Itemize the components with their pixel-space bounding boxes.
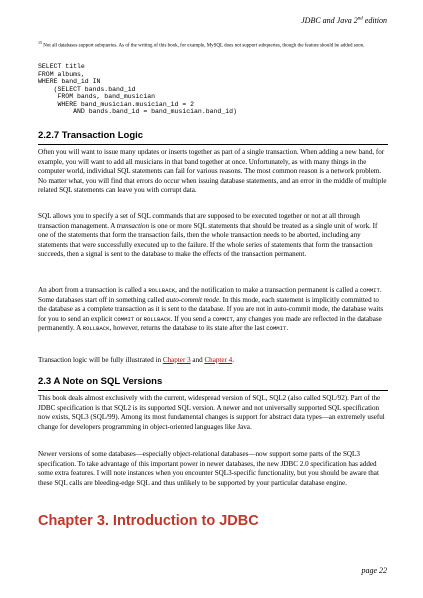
link-chapter-3[interactable]: Chapter 3	[162, 356, 191, 364]
code-line: FROM bands, band_musician	[38, 93, 156, 100]
code-keyword-commit: COMMIT	[114, 315, 135, 323]
text-run: Transaction logic will be fully illustrated in	[38, 356, 163, 364]
code-keyword-rollback: ROLLBACK	[143, 315, 171, 323]
footnote-text: Not all databases support subqueries. As of the writing of this book, for example, MySQL does not support subqueries, though the feature should be added soon.	[43, 43, 365, 49]
page-number: page 22	[361, 566, 387, 575]
text-run: . In this mode, each statement is implicitly committed to the database as a complete transaction as it is sent to the database. If you are not in auto-commit mode, the database waits for you to send an explicit	[38, 295, 384, 323]
code-keyword-commit: COMMIT	[359, 287, 380, 294]
text-run: An abort from a transaction is called a	[38, 286, 149, 294]
text-run: , however, returns the database to its state after the last	[109, 324, 267, 332]
section-heading-sql-versions: 2.3 A Note on SQL Versions	[38, 376, 163, 387]
paragraph	[38, 356, 388, 366]
text-run: is one or more SQL statements that should be treated as a single unit of work. If one of the statements that form the transaction fails, then the whole transaction needs to be aborted, including any statements that were successfully executed up to the failure. If the whole series of statements that form the transaction succeeds, then a signal is sent to the database to make the effects of the transaction permanent.	[38, 221, 378, 258]
text-run: , any changes you made are reflected in the database permanently. A	[38, 314, 382, 332]
paragraph	[38, 286, 388, 334]
code-block	[38, 63, 388, 116]
paragraph: This book deals almost exclusively with the current, widespread version of SQL, SQL2 (also called SQL/92). Part of the JDBC specification is that SQL2 is its supported SQL version. A newer and not universally supported SQL specification now exists, SQL3 (SQL/99). Among its most fundamental changes is support for abstract data types—an extremely useful change for developers programming in object-oriented languages like Java.	[38, 394, 385, 431]
text-run: . If you send a	[170, 314, 213, 323]
text-run: SQL allows you to specify a set of SQL commands that are supposed to be executed together or not at all through transaction management. A	[38, 212, 360, 230]
term-auto-commit-mode: auto-commit mode	[166, 295, 220, 304]
text-run: , and the notification to make a transaction permanent is called a	[175, 286, 360, 294]
code-keyword-rollback: ROLLBACK	[148, 287, 176, 294]
heading-rule	[38, 390, 388, 391]
header-title-tail: edition	[362, 16, 387, 25]
code-line: SELECT title	[38, 63, 85, 70]
code-keyword-commit: COMMIT	[212, 315, 233, 323]
code-line: FROM albums,	[38, 70, 85, 78]
code-line: AND bands.band_id = band_musician.band_id)	[38, 108, 237, 115]
code-keyword-rollback: ROLLBACK	[82, 325, 110, 332]
link-chapter-4[interactable]: Chapter 4	[204, 356, 233, 364]
text-run: and	[190, 356, 205, 364]
text-run: .	[286, 324, 289, 332]
code-line: WHERE band_id IN	[38, 78, 101, 85]
code-keyword-commit: COMMIT	[266, 325, 287, 332]
text-run: .	[232, 356, 234, 364]
header-superscript: nd	[357, 16, 363, 22]
paragraph: Often you will want to issue many updates or inserts together as part of a single transaction. When adding a new band, for example, you will want to add all musicians in that band together at once. Unfortunately, as with many things in the computer world, individual SQL statements can fail for various reasons. The most common reason is a network problem. No matter what, you will find that errors do occur when issuing database statements, and an error in the middle of multiple related SQL statements can leave you with corrupt data.	[38, 148, 387, 194]
chapter-heading: Chapter 3. Introduction to JDBC	[38, 513, 259, 529]
header-title: JDBC and Java 2	[301, 16, 358, 25]
paragraph	[38, 212, 388, 260]
code-line: WHERE band_musician.musician_id = 2	[38, 100, 195, 108]
code-line: (SELECT bands.band_id	[38, 85, 136, 93]
footnote-marker: 15	[38, 40, 42, 45]
term-transaction: transaction	[116, 221, 150, 230]
heading-rule	[38, 144, 388, 145]
section-heading-transaction-logic: 2.2.7 Transaction Logic	[38, 130, 144, 141]
paragraph: Newer versions of some databases—especially object-relational databases—now support some parts of the SQL3 specification. To take advantage of this important power in newer databases, the new JDBC 2.0 specification has added some extra features. I will note instances when you encounter SQL3-specific functionality, but you should be aware that these SQL calls are bleeding-edge SQL and thus unlikely to be supported by your particular database engine.	[38, 450, 379, 487]
running-header	[301, 16, 387, 25]
footnote	[38, 40, 386, 50]
text-run: . Some databases start off in something called	[38, 286, 382, 304]
text-run: or	[134, 314, 144, 323]
